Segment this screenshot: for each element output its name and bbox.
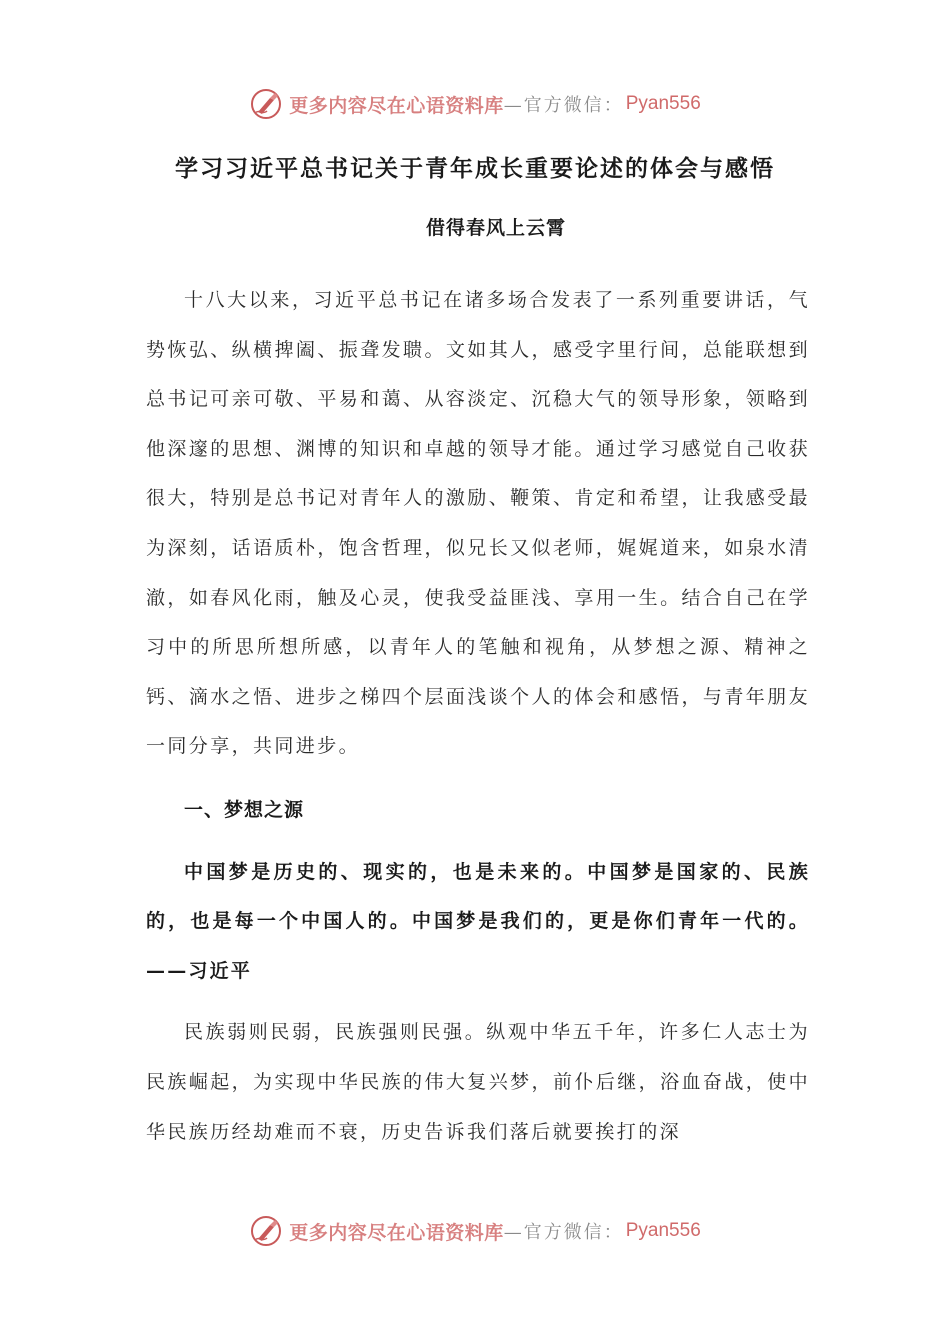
banner-wechat-id: Pyan556 — [625, 1220, 701, 1241]
pen-nib-logo-icon — [249, 1214, 283, 1248]
section-heading: 一、梦想之源 — [184, 798, 305, 821]
section-quote: 中国梦是历史的、现实的，也是未来的。中国梦是国家的、民族的，也是每一个中国人的。中国梦是我们的，更是你们青年一代的。——习近平 — [146, 860, 810, 982]
banner-sub-text: —官方微信： — [503, 1222, 624, 1243]
banner-wechat-id: Pyan556 — [625, 93, 701, 114]
footer-banner — [0, 1211, 950, 1251]
banner-main-text: 更多内容尽在心语资料库 — [289, 94, 504, 117]
intro-paragraph: 十八大以来，习近平总书记在诸多场合发表了一系列重要讲话，气势恢弘、纵横捭阖、振聋发聩。文如其人，感受字里行间，总能联想到总书记可亲可敬、平易和蔼、从容淡定、沉稳大气的领导形象，领略到他深邃的思想、渊博的知识和卓越的领导才能。通过学习感觉自己收获很大，特别是总书记对青年人的激励、鞭策、肯定和希望，让我感受最为深刻，话语质朴，饱含哲理，似兄长又似老师，娓娓道来，如泉水清澈，如春风化雨，触及心灵，使我受益匪浅、享用一生。结合自己在学习中的所思所想所感，以青年人的笔触和视角，从梦想之源、精神之钙、滴水之悟、进步之梯四个层面浅谈个人的体会和感悟，与青年朋友一同分享，共同进步。 — [146, 289, 810, 758]
header-banner — [0, 84, 950, 124]
banner-sub-text: —官方微信： — [503, 95, 624, 116]
document-body — [146, 276, 810, 1157]
pen-nib-logo-icon — [249, 87, 283, 121]
section-paragraph: 民族弱则民弱，民族强则民强。纵观中华五千年，许多仁人志士为民族崛起，为实现中华民族的伟大复兴梦，前仆后继，浴血奋战，使中华民族历经劫难而不衰，历史告诉我们落后就要挨打的深 — [146, 1021, 810, 1143]
document-title: 学习习近平总书记关于青年成长重要论述的体会与感悟 — [175, 155, 775, 182]
document-subtitle: 借得春风上云霄 — [425, 217, 566, 239]
banner-main-text: 更多内容尽在心语资料库 — [289, 1221, 504, 1244]
